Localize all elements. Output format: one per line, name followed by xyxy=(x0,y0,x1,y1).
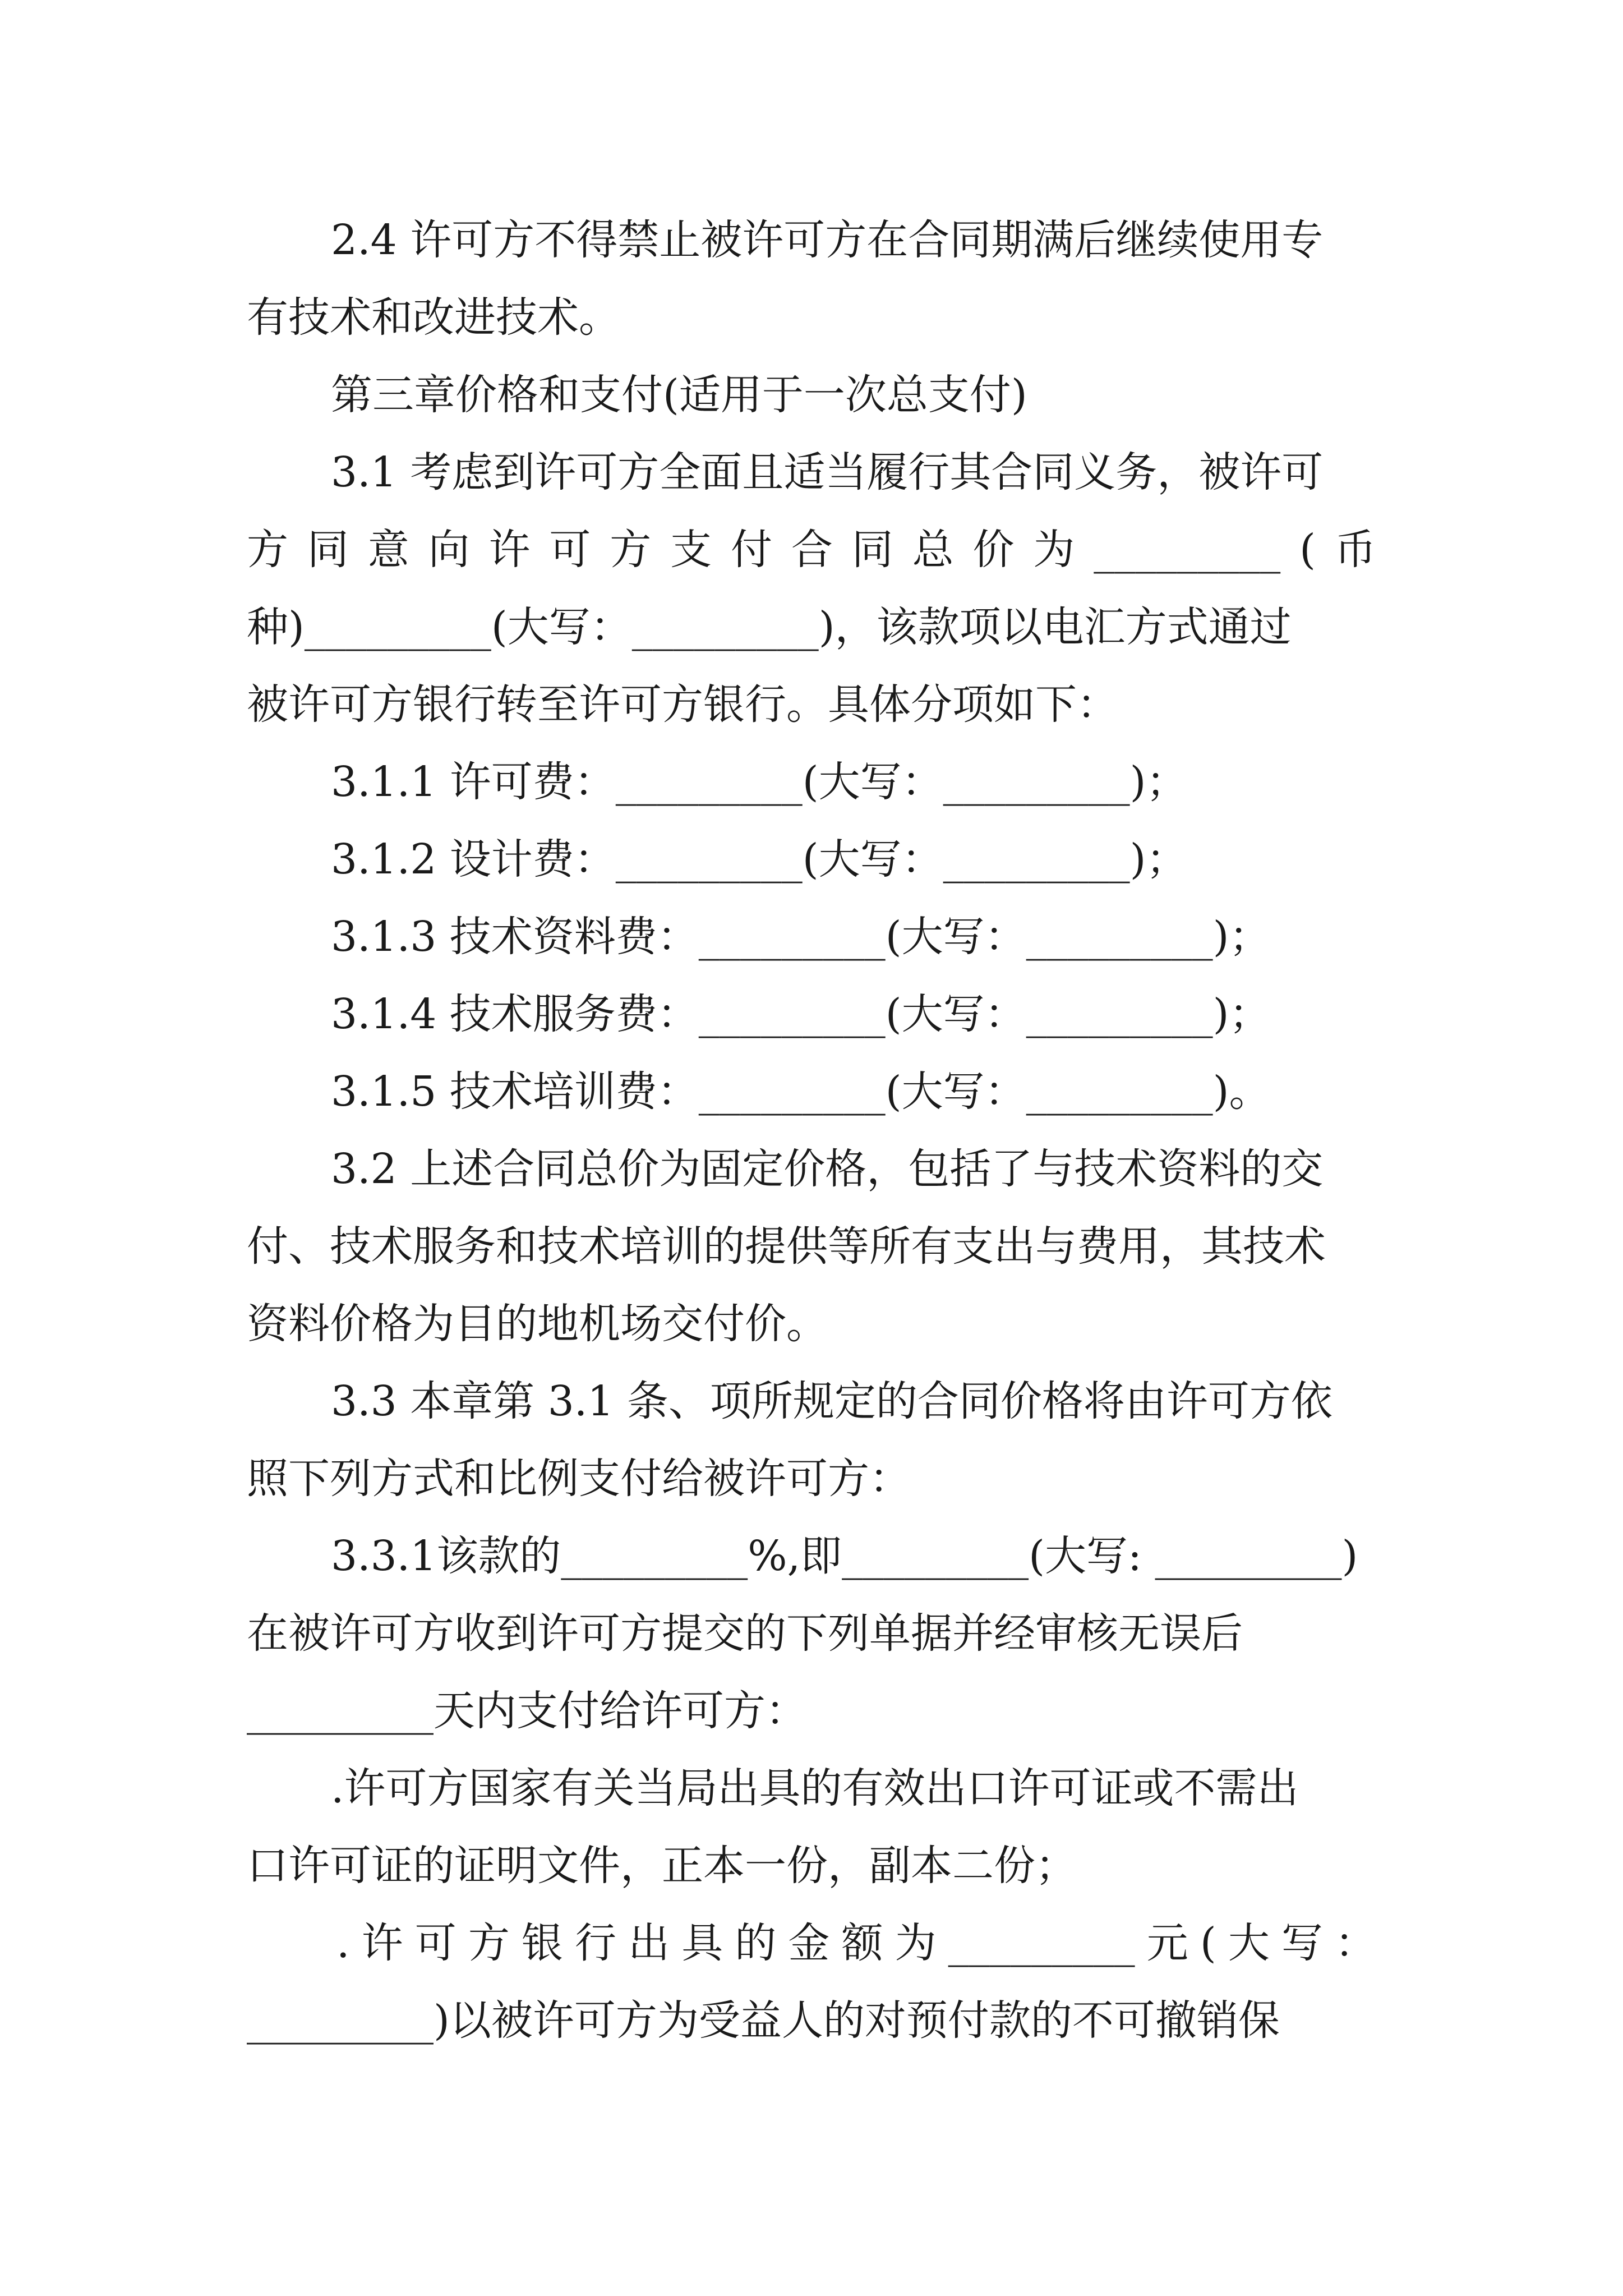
item-export-license-line-2: 口许可证的证明文件，正本一份，副本二份； xyxy=(247,1842,1077,1890)
justified-char: 方 xyxy=(468,1919,510,1967)
justified-char: 为 xyxy=(895,1919,937,1967)
item-export-license-line-1: .许可方国家有关当局出具的有效出口许可证或不需出 xyxy=(331,1764,1299,1812)
para-3-1-line-3: 种)_________(大写：_________)，该款项以电汇方式通过 xyxy=(247,603,1292,651)
justified-char: 具 xyxy=(681,1919,723,1967)
para-3-1-line-2 xyxy=(247,523,1376,577)
para-3-1-3: 3.1.3 技术资料费：_________(大写：_________)； xyxy=(331,913,1271,961)
para-3-1-5: 3.1.5 技术培训费：_________(大写：_________)。 xyxy=(331,1068,1271,1116)
justified-char: 元 xyxy=(1146,1919,1188,1967)
para-3-3-1-line-1: 3.3.1该款的_________%,即_________(大写: _________) xyxy=(331,1532,1358,1580)
para-3-3-1-line-2: 在被许可方收到许可方提交的下列单据并经审核无误后 xyxy=(247,1609,1243,1658)
justified-char: 同 xyxy=(851,526,893,574)
chapter-3-heading: 第三章价格和支付(适用于一次总支付) xyxy=(331,371,1027,419)
justified-char: 出 xyxy=(628,1919,670,1967)
para-2-4-line-1: 2.4 许可方不得禁止被许可方在合同期满后继续使用专 xyxy=(331,216,1324,264)
justified-char: ： xyxy=(1335,1919,1376,1967)
justified-char: 总 xyxy=(912,526,954,574)
justified-char: 方 xyxy=(247,526,288,574)
justified-char: 意 xyxy=(367,526,409,574)
justified-char: ( xyxy=(1299,526,1316,574)
justified-char: . xyxy=(336,1919,350,1967)
justified-char: ( xyxy=(1200,1919,1216,1967)
para-3-1-line-1: 3.1 考虑到许可方全面且适当履行其合同义务，被许可 xyxy=(331,448,1324,496)
para-3-3-line-1: 3.3 本章第 3.1 条、项所规定的合同价格将由许可方依 xyxy=(331,1377,1332,1425)
item-bank-guarantee-line-2: _________)以被许可方为受益人的对预付款的不可撤销保 xyxy=(247,1996,1280,2045)
justified-char: 大 xyxy=(1228,1919,1270,1967)
justified-char: 许 xyxy=(361,1919,403,1967)
para-3-2-line-3: 资料价格为目的地机场交付价。 xyxy=(247,1300,828,1348)
justified-char: 为 xyxy=(1033,526,1075,574)
para-3-1-4: 3.1.4 技术服务费：_________(大写：_________)； xyxy=(331,990,1271,1038)
para-3-1-1: 3.1.1 许可费：_________(大写：_________)； xyxy=(331,758,1188,806)
justified-char: 写 xyxy=(1281,1919,1323,1967)
justified-char: 额 xyxy=(841,1919,883,1967)
justified-char: 可 xyxy=(549,526,591,574)
para-3-1-line-4: 被许可方银行转至许可方银行。具体分项如下： xyxy=(247,680,1118,729)
justified-char: 支 xyxy=(670,526,712,574)
item-bank-guarantee-line-1 xyxy=(336,1916,1376,1970)
justified-char: 的 xyxy=(735,1919,777,1967)
justified-char: 同 xyxy=(307,526,349,574)
justified-char: 银 xyxy=(521,1919,563,1967)
para-3-1-2: 3.1.2 设计费：_________(大写：_________)； xyxy=(331,835,1188,884)
justified-char: 方 xyxy=(610,526,652,574)
para-3-3-1-line-3: _________天内支付给许可方： xyxy=(247,1687,807,1735)
para-3-2-line-2: 付、技术服务和技术培训的提供等所有支出与费用，其技术 xyxy=(247,1222,1326,1271)
justified-char: 付 xyxy=(731,526,772,574)
justified-char: 向 xyxy=(428,526,470,574)
justified-char: 币 xyxy=(1334,526,1376,574)
para-3-2-line-1: 3.2 上述合同总价为固定价格，包括了与技术资料的交 xyxy=(331,1145,1324,1193)
justified-char: 金 xyxy=(788,1919,830,1967)
justified-char: 合 xyxy=(791,526,833,574)
blank-field: _________ xyxy=(1094,526,1281,574)
justified-char: 可 xyxy=(414,1919,457,1967)
para-3-3-line-2: 照下列方式和比例支付给被许可方： xyxy=(247,1455,911,1503)
para-2-4-line-2: 有技术和改进技术。 xyxy=(247,293,620,342)
blank-field: _________ xyxy=(948,1919,1135,1967)
justified-char: 许 xyxy=(488,526,531,574)
justified-char: 价 xyxy=(972,526,1015,574)
justified-char: 行 xyxy=(575,1919,616,1967)
